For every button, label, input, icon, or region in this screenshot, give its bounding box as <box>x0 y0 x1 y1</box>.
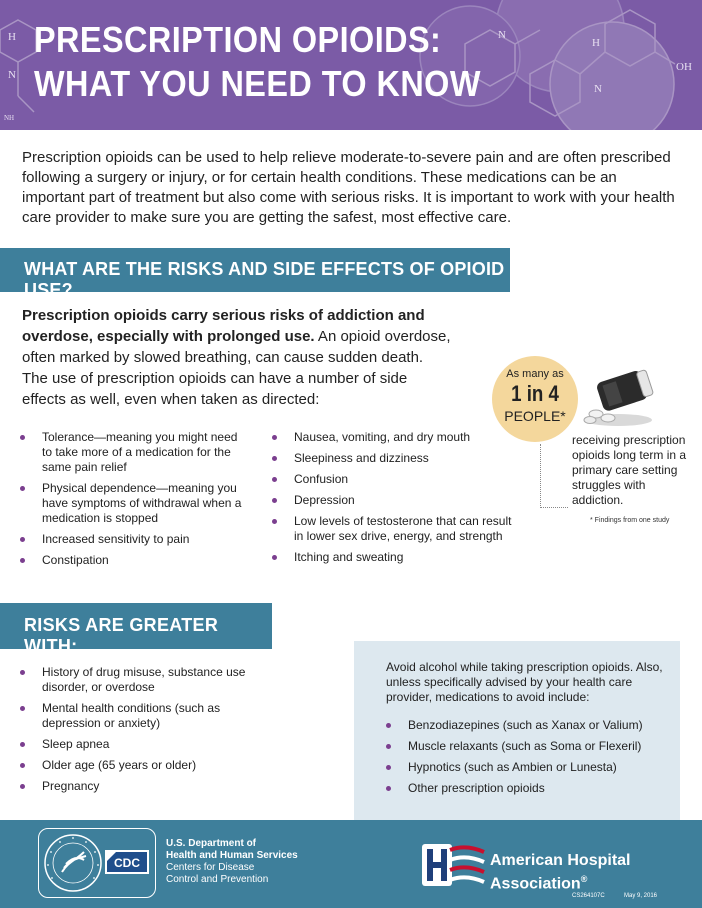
list-item-text: Mental health conditions (such as depression or anxiety) <box>42 701 221 730</box>
list-item <box>386 739 676 754</box>
list-item-text: Itching and sweating <box>294 550 404 564</box>
bullet-icon <box>386 786 391 791</box>
list-item <box>386 781 676 796</box>
list-item <box>20 779 280 794</box>
list-item <box>20 737 280 752</box>
cdc-logo <box>104 849 150 875</box>
list-item-text: Physical dependence—meaning you have symptoms of withdrawal when a medication is stopped <box>42 481 242 525</box>
chem-label-n: N <box>594 83 602 95</box>
title-line-2: WHAT YOU NEED TO KNOW <box>34 63 481 104</box>
bullet-icon <box>20 706 25 711</box>
list-item-text: Benzodiazepines (such as Xanax or Valium) <box>408 718 643 732</box>
chem-label-n2: N <box>498 29 506 41</box>
document-code: CS264107C <box>572 893 605 899</box>
title-line-1: PRESCRIPTION OPIOIDS: <box>34 19 442 60</box>
document-date: May 9, 2016 <box>624 893 658 899</box>
bullet-icon <box>20 537 25 542</box>
list-item <box>272 493 522 508</box>
section-heading-risks: WHAT ARE THE RISKS AND SIDE EFFECTS OF OPIOID USE? <box>0 248 510 292</box>
list-item-text: Sleepiness and dizziness <box>294 451 429 465</box>
cdc-logo-text: CDC <box>114 856 140 870</box>
chem-label-h2: H <box>8 31 16 43</box>
bullet-icon <box>20 558 25 563</box>
aha-line-2: Association <box>490 875 581 893</box>
bullet-icon <box>272 435 277 440</box>
list-item <box>20 481 250 526</box>
list-item-text: Older age (65 years or older) <box>42 758 197 772</box>
hhs-seal-icon <box>42 832 104 894</box>
list-item-text: Hypnotics (such as Ambien or Lunesta) <box>408 760 617 774</box>
list-item <box>272 430 522 445</box>
list-item-text: History of drug misuse, substance use disorder, or overdose <box>42 665 246 694</box>
hhs-line-3: Centers for Disease <box>166 862 255 873</box>
list-item-text: Increased sensitivity to pain <box>42 532 190 546</box>
bullet-icon <box>272 555 277 560</box>
bullet-icon <box>272 498 277 503</box>
bullet-icon <box>20 486 25 491</box>
bullet-icon <box>272 456 277 461</box>
hhs-line-1: U.S. Department of <box>166 838 257 849</box>
list-item <box>272 550 522 565</box>
callout-connector <box>540 444 568 508</box>
list-item-text: Other prescription opioids <box>408 781 545 795</box>
bullet-icon <box>386 744 391 749</box>
bullet-icon <box>272 477 277 482</box>
stat-footnote: * Findings from one study <box>590 517 670 524</box>
bullet-icon <box>20 784 25 789</box>
bullet-icon <box>386 723 391 728</box>
intro-paragraph: Prescription opioids can be used to help relieve moderate-to-severe pain and are often prescribed following a surgery or injury, or for certain health conditions. These medications can be an important part of treatment but also come with serious risks. It is important to work with your health care provider to make sure you are getting the safest, most effective care. <box>22 149 675 226</box>
risks-lead-bold: Prescription opioids carry serious risks of addiction and overdose, especially with prolonged use. <box>22 307 425 345</box>
pill-bottle-icon <box>578 364 658 428</box>
aha-logo <box>420 840 486 890</box>
hhs-line-4: Control and Prevention <box>166 874 269 885</box>
stat-description: receiving prescription opioids long term in a primary care setting struggles with addiction. <box>572 433 687 507</box>
list-item-text: Nausea, vomiting, and dry mouth <box>294 430 471 444</box>
list-item <box>272 451 522 466</box>
stat-line-1: As many as <box>506 368 564 380</box>
hhs-agency-text <box>166 838 298 886</box>
hhs-line-2: Health and Human Services <box>166 850 298 861</box>
list-item <box>386 718 676 733</box>
bullet-icon <box>20 742 25 747</box>
list-item-text: Muscle relaxants (such as Soma or Flexeril) <box>408 739 642 753</box>
list-item <box>20 430 250 475</box>
list-item <box>272 514 522 544</box>
bullet-icon <box>272 519 277 524</box>
avoid-panel-text: Avoid alcohol while taking prescription opioids. Also, unless specifically advised by your health care provider, medications to avoid include: <box>386 660 663 704</box>
list-item-text: Low levels of testosterone that can result in lower sex drive, energy, and strength <box>294 514 512 543</box>
list-item <box>272 472 522 487</box>
stat-line-3: PEOPLE* <box>504 408 566 424</box>
chem-label-nh: NH <box>4 114 15 122</box>
avoid-medications-list <box>386 718 676 802</box>
registered-mark: ® <box>580 874 588 884</box>
list-item-text: Depression <box>294 493 355 507</box>
list-item <box>386 760 676 775</box>
stat-line-2: 1 in 4 <box>511 381 559 406</box>
bullet-icon <box>20 670 25 675</box>
list-item-text: Tolerance—meaning you might need to take more of a medication for the same pain relief <box>42 430 238 474</box>
bullet-icon <box>386 765 391 770</box>
list-item <box>20 701 280 731</box>
side-effects-list-left <box>20 430 250 574</box>
risks-lead-rest: An opioid overdose, often marked by slowed breathing, can cause sudden death. The use of prescription opioids can have a number of side effects as well, even when taken as directed: <box>22 328 451 408</box>
list-item-text: Constipation <box>42 553 109 567</box>
bullet-icon <box>20 435 25 440</box>
stat-circle <box>492 356 578 442</box>
list-item <box>20 553 250 568</box>
risks-lead-paragraph <box>22 305 452 410</box>
page-title <box>34 18 481 106</box>
greater-risks-list <box>20 665 280 800</box>
section-heading-greater-risks: RISKS ARE GREATER WITH: <box>0 603 272 649</box>
aha-name <box>490 852 630 893</box>
list-item-text: Sleep apnea <box>42 737 110 751</box>
list-item-text: Pregnancy <box>42 779 100 793</box>
chem-label-n3: N <box>8 69 16 81</box>
chem-label-h: H <box>592 37 600 49</box>
aha-line-1: American Hospital <box>490 852 631 869</box>
aha-line-2-wrap <box>490 870 630 893</box>
list-item <box>20 532 250 547</box>
list-item-text: Confusion <box>294 472 349 486</box>
side-effects-list-right <box>272 430 522 571</box>
header-banner <box>0 0 702 130</box>
list-item <box>20 758 280 773</box>
bullet-icon <box>20 763 25 768</box>
chem-label-oh: OH <box>676 61 692 73</box>
list-item <box>20 665 280 695</box>
